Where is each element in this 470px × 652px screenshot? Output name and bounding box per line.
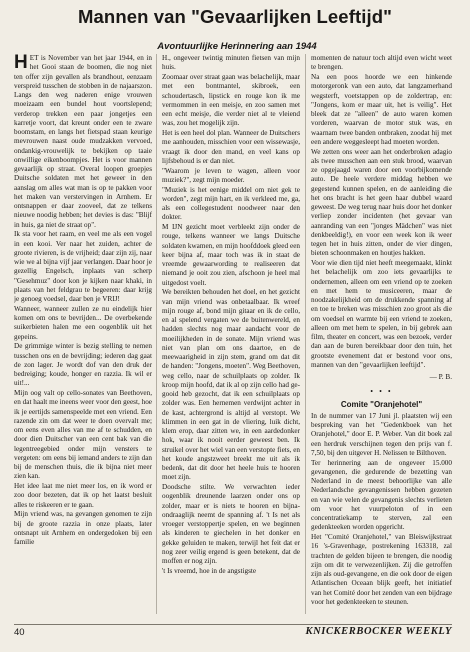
magazine-name: KNICKERBOCKER WEEKLY bbox=[305, 626, 452, 637]
paragraph: HET is November van het jaar 1944, en in het Gooi staan de boomen, die nog niet ten offer zijn gevallen als brandhout, eenzaam verspreid tusschen de stobben in de najaarszon. Langs den weg naderen enige vrouwen moeizaam een bundel hout voortslepend; verderop trekken een paar jongetjes een karretje voort, dat kreunt onder een te zware boomstam, en langs het fietspad staan keurige mevrouwen naast oude mudzakken vervoed, ondankig-vrouwelijk te bekijken op taaie onwillige eikenboompjes. Het is voor mannen gevaarlijk op straat. Overal loopen groepjes Duitsche soldaten met het geweer in den aanslag om alles wat man is op te pakken voor het maken van verstervingen in Arnhem. Er ontsnappen er daar zooveel, dat ze telkens nieuwe noodig hebben; het devies is das: "Blijf in huis, ga niet de straat op". bbox=[14, 54, 152, 229]
paragraph: Mijn oog valt op cello-sonates van Beethoven, en dat haalt me ineens weer voor den geest, hoe ik je eertijds samenspeelde met een vriend. Een razende zin om dat weer te doen overvalt me; om eens even alles van me af te schudden, en door dien Duitscher van een cent bak van die legentreegebied onder mijn vensters te vergeten: om eens bij iemand anders te zijn dan bij de menschen thuis, die ik bijna niet meer zien kan. bbox=[14, 389, 152, 481]
article-title: Mannen van "Gevaarlijken Leeftijd" bbox=[78, 6, 392, 27]
paragraph: Het "Comité Oranjehotel," van Bleiswijkstraat 16 's-Gravenhage, postrekening 163318, zal trachten de gelden bijeen te brengen, die noodig zijn om dit te verwezenlijken. Zij die getroffen zijn als oud-gevangene, en die ook door de eigen Atlantischen Oceaan blijk geeft, het initiatief van het Comité door het zenden van een bijdrage voor het gedenkteeken te steunen. bbox=[311, 533, 452, 606]
paragraph: De grimmige winter is bezig stelling te nemen tusschen ons en de bevrijding; iederen dag gaat de zon lager. Je wordt dof van den druk der bedreiging; koude, honger en razzia. Ik wil er uit!... bbox=[14, 342, 152, 388]
paragraph: Mijn vriend was, na gevangen genomen te zijn bij de groote razzia in onze plaats, later ontsnapt uit Arnhem en ondergedoken bij een familie bbox=[14, 510, 152, 546]
paragraph: We zetten ons weer aan het onderbroken adagio als twee musschen aan een stuk brood, waarvan ze opgejaagd waren door een voorbijkomende auto. De heele verdere middag hebben we gegestend kunnen spelen, en de aanleiding die het ons bracht is het geen haar dubbel waard geweest. De weg terug naar huis door het donker verliep zonder incidenten (het gevaar van aanranding van een "jonges Mädchen" was niet denkbeeldig!), en voor een week kon ik weer tegen het in huis zitten, onder de vier dingen, bieten schoonmaken en houtjes hakken. bbox=[311, 147, 452, 258]
paragraph: H., ongeveer twintig minuten fietsen van mijn huis. bbox=[162, 54, 300, 72]
paragraph: "Muziek is het eenige middel om niet gek te worden", zegt mijn hart, en ik verkleed me, ga, als een collegestudent noodweer naar den dokter. bbox=[162, 185, 300, 222]
paragraph: We bereikten behouden het doel, en het gezicht van mijn vriend was onbetaalbaar. Ik wreef mijn rouge af, bond mijn gitaar en ik de cello, en al spelend vergaten we de buitenwereld, en hadden slechts nog maar aandacht voor de moeilijkheden in de sonate. Mijn vriend was niet van plan om ons daartoe, en de meewaarigheid in zijn stem, grand om dat dit de handen: "Jongens, moeten". Weg Beethoven, weg cello, naar de schuilplaats op zolder. Ik kroop mijn hoofd, dat ik al op zijn cello had ge-gooid heb gezocht, dat ik een schuilplaats op zolder was. Een hernemen verdwijnt achter in de kast, achtergrond is altijd al verstopt. We klimmen in een gat in de vliering, luik dicht, klem erop, daar zitten we, in een aardedonker hok, waar ik nooit eerder geweest ben. Ik struikel over het wiel van een verstopte fiets, en het koude angstzweet breekt me uit als ik bedenk, dat dit door het heele huis te hooren moet zijn. bbox=[162, 288, 300, 482]
paragraph: Doodsche stilte. We verwachten ieder oogenblik dreunende laarzen onder ons op zolder, maar er is niets te hooren en bijna-ondraaglijk neemt de spanning af. 't Is net als vroeger verstoppertje spelen, en we beginnen als kinderen te giechelen in het donker en gekke geluiden te maken, terwijl het feit dat er nog zeer veilig ergend is geen betekent, dat de moffen er nog zijn. bbox=[162, 483, 300, 565]
section-separator: • • • bbox=[370, 387, 393, 397]
footer-rule bbox=[14, 624, 452, 625]
paragraph: Ter herinnering aan de ongeveer 15.000 gevangenen, die gedurende de bezetting van Nederland in de meest behoorlijke van alle Nederlandsche gevangenissen hebben gezeten en van wie velen de gevangenis slechts verlieten om voor het vuurpeloton of in een concentratiekamp te sterven, zal een gedenkteeken worden opgericht. bbox=[311, 458, 452, 532]
column-divider bbox=[305, 54, 306, 614]
paragraph: In de nummer van 17 Juni jl. plaatsten wij een bespreking van het "Gedenkboek van het Oranjehotel," door E. P. Weber. Van dit boek zal een herdruk verschijnen tegen den prijs van f. 7,50, bij den uitgever H. Nelissen te Bilthoven. bbox=[311, 411, 452, 457]
column-left bbox=[14, 54, 152, 620]
paragraph: momenten de natuur toch altijd even wicht weet te brengen. bbox=[311, 54, 452, 72]
column-divider bbox=[156, 54, 157, 614]
column-right bbox=[311, 54, 452, 614]
section-heading: Comite "Oranjehotel" bbox=[340, 399, 423, 409]
paragraph: Wanneer, wanneer zullen ze nu eindelijk hier komen om ons te bevrijden... De overbekende suikerbieten halen me een oogenblik uit het gepeins. bbox=[14, 304, 152, 341]
article-subtitle: Avontuurlijke Herinnering aan 1944 bbox=[157, 41, 317, 52]
article-signature: — P. B. bbox=[429, 373, 452, 381]
paragraph: 't Is vreemd, hoe in de angstigste bbox=[162, 566, 257, 575]
paragraph: Voor wie dien tijd niet heeft meegemaakt, klinkt het belachelijk om zoo iets gevaarlijks te ondernemen, alleen om een vriend op te zoeken en met hem te musiceeren, maar de noodzakelijkheid om de drukkende spanning af en toe te breken was misschien zoo groot als die om voedsel en warmte bij een vriend te zoeken, alleen om met hem te spelen, in bij gebrek aan film, theater en concert, was een bezoek, verder dan aan de buren bereikbaar door den tuin, het grootste evenement dat er bestond voor ons, mannen van den "gevaarlijken leeftijd". bbox=[311, 259, 452, 369]
paragraph: Het idee laat me niet meer los, en ik word er zoo door bezeten, dat ik op het laatst besluit alles te riskeeren er te gaan. bbox=[14, 482, 152, 509]
paragraph: Ik sta voor het raam, en veel me als een vogel in een kooi. Ver naar het zuiden, achter de groote rivieren, is de vrijheid; daar zijn zij, naar wie we al bijna vijf jaar verlangen. Daar hoor je gezellig Engelsch, inplaats van scherp "Gesehmuz" door kon je kijken naar khaki, in plaats van het feldgrau te begeeren: daar krijg je genoeg voedsel, daar ben je VRIJ! bbox=[14, 230, 152, 303]
page-number: 40 bbox=[14, 627, 25, 638]
drop-cap: H bbox=[14, 54, 28, 73]
paragraph: Na een poos hoorde we een hinkende motorgeronk van een auto, dat langzamerhand wegsterft, voetstappen op de zoldertrap, en: "Jongens, kom er maar uit, het is veilig". Het bleek dat ze "alleen" de auto waren komen vorderen, waarvan de motor stuk was, en waarnam twee banden ontbraken, zoodat hij met een andere weggesleept had moeten worden. bbox=[311, 73, 452, 146]
paragraph: "Waarom je leven te wagen, alleen voor muziek?", zegt mijn moeder. bbox=[162, 166, 300, 184]
paragraph: M IJN gezicht moet verbleekt zijn onder de rouge, telkens wanneer we langs Duitsche soldaten kwamen, en mijn hoofddoek gleed een keer bijna af, maar toch was ik in staat de vreemde gewaarwording te realiseeren dat niemand je ooit zou zien, afschoon je heel mal uitgedost voelt. bbox=[162, 223, 300, 287]
paragraph: Zoomaar over straat gaan was belachelijk, maar met een bontmantel, skibroek, een schoudertasch, lipstick en rouge kon ik me vermommen in een meisje, en zoo samen met een echt meisje, die verder niet al te vleiend was, zou het mogelijk zijn. bbox=[162, 73, 300, 128]
column-middle bbox=[162, 54, 300, 620]
paragraph: Het is een heel dol plan. Wanneer de Duitschers me aanhouden, misschien voor een wissewasje, vraagt ik door den mand, en veel kans op lijfsbehoud is er dan niet. bbox=[162, 129, 300, 165]
